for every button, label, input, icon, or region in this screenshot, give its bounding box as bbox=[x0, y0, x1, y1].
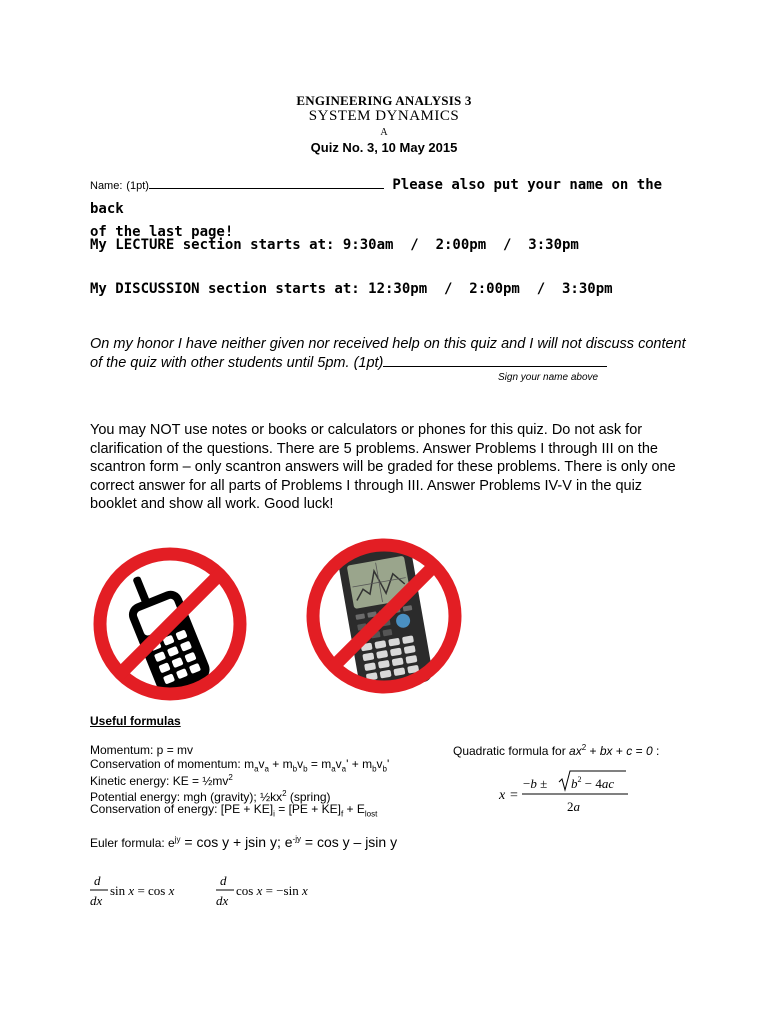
name-blank[interactable] bbox=[149, 176, 384, 189]
name-label: Name: bbox=[90, 180, 123, 192]
formula-momentum: Momentum: p = mv bbox=[90, 743, 194, 757]
formula-euler: Euler formula: $e^{jy} = \cos y + jsin$ y; $e^{-jy} = \cos y - jsin$ y bbox=[90, 834, 398, 850]
svg-text:2a: 2a bbox=[567, 799, 580, 814]
honor-pledge bbox=[90, 335, 690, 373]
svg-text:d: d bbox=[220, 873, 227, 888]
svg-text:dx: dx bbox=[216, 893, 229, 908]
formulas-title: Useful formulas bbox=[90, 714, 181, 728]
quiz-title: Quiz No. 3, 10 May 2015 bbox=[310, 140, 458, 155]
svg-text:x: x bbox=[499, 788, 506, 803]
version-letter: A bbox=[380, 127, 388, 138]
formula-kinetic: Kinetic energy: KE = $\frac{1}{2}mv^2$ bbox=[90, 773, 233, 788]
svg-text:cos x = −sin x: cos x = −sin x bbox=[236, 883, 308, 898]
no-calculator-icon bbox=[304, 536, 464, 696]
svg-text:−b ±: −b ± bbox=[523, 776, 548, 791]
derivative-cos-formula bbox=[214, 872, 334, 910]
formula-conservation-momentum: Conservation of momentum: $m_av_a + m_bv_b = m_av_a' + m_bv_b'$ bbox=[90, 757, 390, 774]
sign-label: Sign your name above bbox=[498, 372, 599, 383]
quadratic-formula bbox=[495, 770, 635, 816]
svg-text:b2 − 4ac: $b^2 - 4ac$ bbox=[571, 775, 615, 791]
subject-title: SYSTEM DYNAMICS bbox=[308, 108, 460, 124]
name-instruction-1: Please also put your name on the back bbox=[90, 177, 663, 217]
discussion-section-line: My DISCUSSION section starts at: 12:30pm / 2:00pm / 3:30pm bbox=[90, 281, 613, 297]
derivative-sin-formula bbox=[88, 872, 198, 910]
name-instruction-2: of the last page! bbox=[90, 224, 234, 240]
no-phone-icon bbox=[90, 544, 250, 704]
name-line bbox=[90, 173, 690, 243]
svg-text:dx: dx bbox=[90, 893, 103, 908]
name-points: (1pt) bbox=[126, 180, 149, 192]
svg-text:sin x = cos x: sin x = cos x bbox=[110, 883, 175, 898]
honor-text: On my honor I have neither given nor received help on this quiz and I will not discuss content of the quiz with other students until 5pm. (1pt) bbox=[90, 336, 686, 371]
svg-text:=: = bbox=[510, 788, 518, 803]
signature-blank[interactable] bbox=[383, 354, 607, 367]
formula-conservation-energy: Conservation of energy: $[PE + KE]_i = [PE + KE]_f + E_{lost}$ bbox=[90, 802, 378, 819]
svg-text:d: d bbox=[94, 873, 101, 888]
instructions-paragraph: You may NOT use notes or books or calculators or phones for this quiz. Do not ask for clarification of the questions. There are 5 problems. Answer Problems I through III on the scantron form – only scantron answers will be graded for these problems. There is only one correct answer for all parts of Problems I through III. Answer Problems IV-V in the quiz booklet and show all work. Good luck! bbox=[90, 422, 676, 512]
lecture-section-line: My LECTURE section starts at: 9:30am / 2:00pm / 3:30pm bbox=[90, 237, 579, 253]
formula-potential: Potential energy: mgh (gravity); $\frac{1}{2}kx^2$ (spring) bbox=[90, 789, 331, 804]
quadratic-label: Quadratic formula for $ax^2$ + bx + c = 0 : bbox=[453, 743, 660, 758]
course-title: ENGINEERING ANALYSIS 3 bbox=[296, 93, 472, 108]
